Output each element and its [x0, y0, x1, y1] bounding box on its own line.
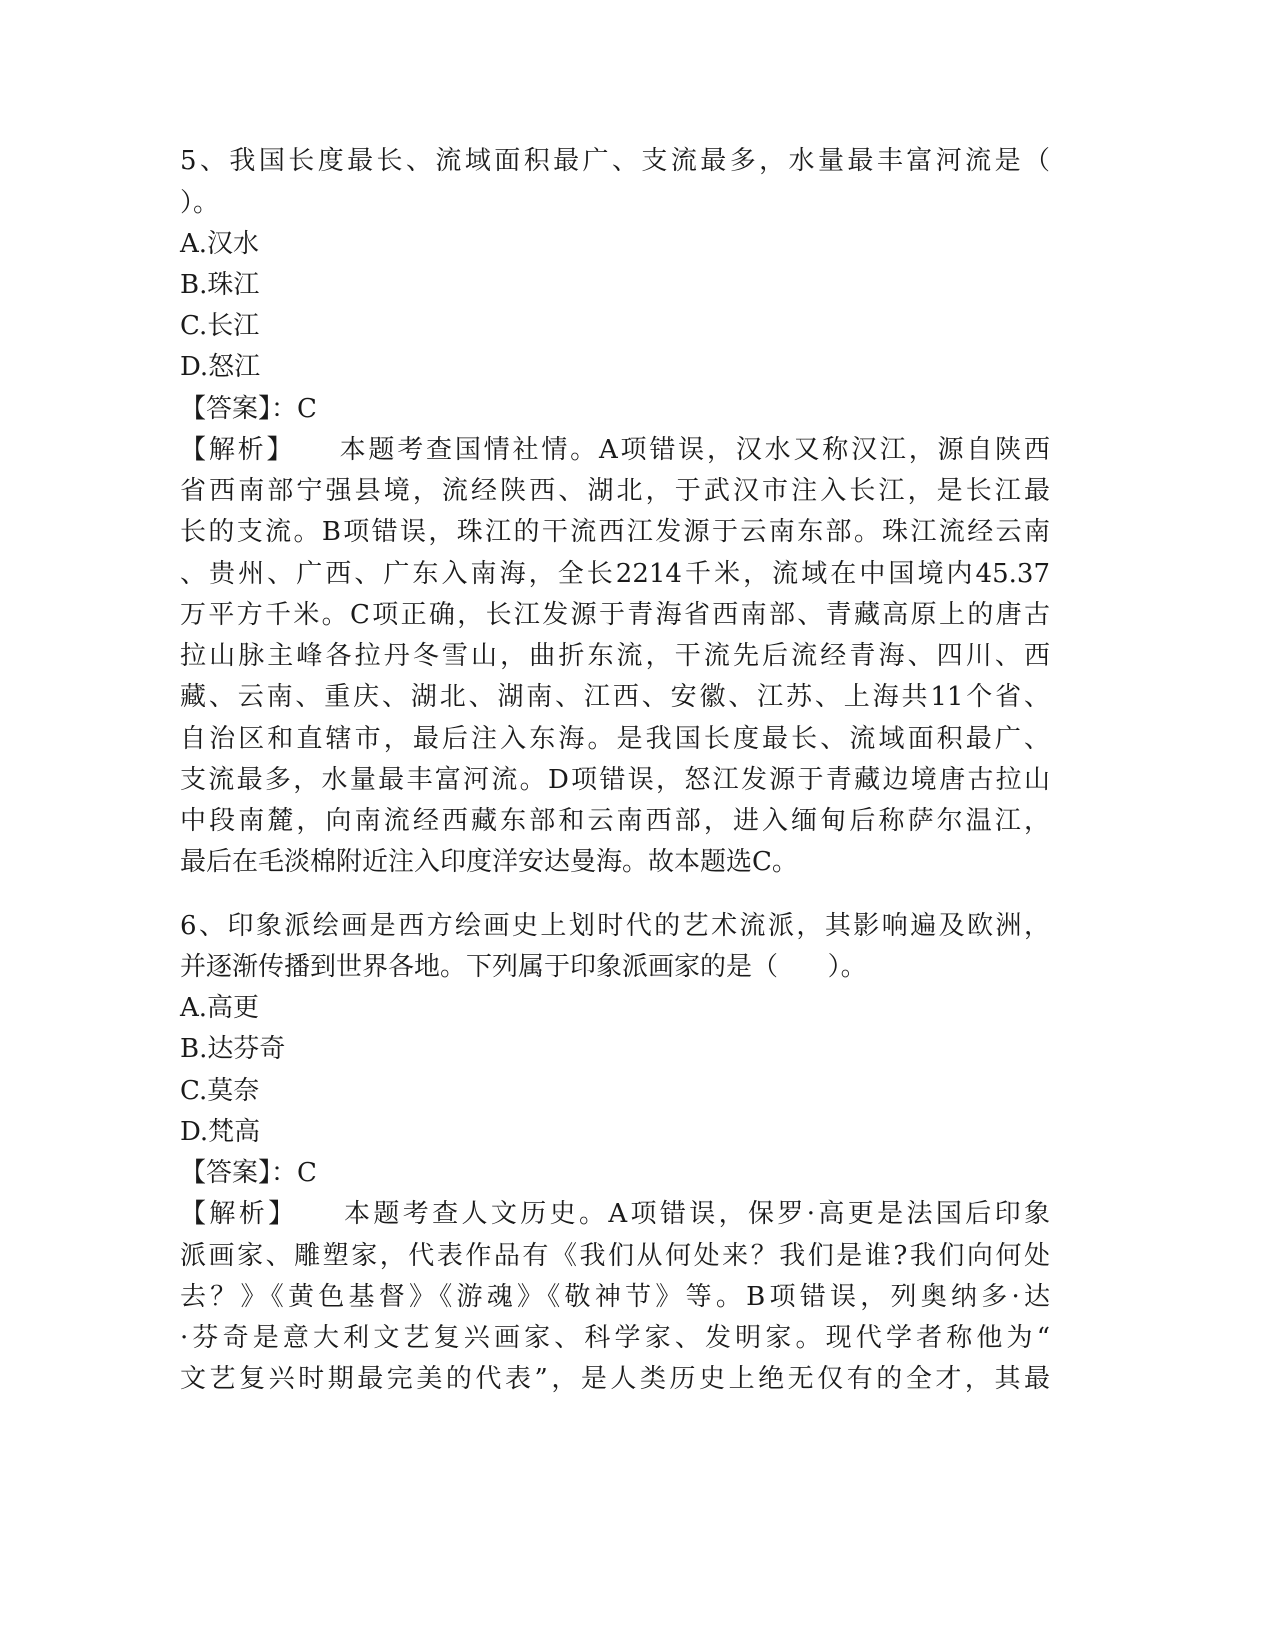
question-5-option-d: D.怒江 — [180, 352, 261, 382]
question-5-analysis-line: 支流最多，水量最丰富河流。D项错误，怒江发源于青藏边境唐古拉山 — [180, 765, 1050, 795]
question-5-analysis-line: 自治区和直辖市，最后注入东海。是我国长度最长、流域面积最广、 — [180, 724, 1050, 754]
question-5-analysis-line: 【解析】 本题考查国情社情。A项错误，汉水又称汉江，源自陕西 — [180, 435, 1050, 465]
question-6-stem-line-2: 并逐渐传播到世界各地。下列属于印象派画家的是（ ）。 — [180, 952, 867, 982]
question-6-option-c: C.莫奈 — [180, 1076, 260, 1106]
question-6-stem-line-1: 6、印象派绘画是西方绘画史上划时代的艺术流派，其影响遍及欧洲， — [180, 911, 1050, 941]
question-5-stem-line-2: ）。 — [180, 188, 220, 218]
question-6-analysis-line: 派画家、雕塑家，代表作品有《我们从何处来？我们是谁?我们向何处 — [180, 1241, 1050, 1271]
question-5-stem-line-1: 5、我国长度最长、流域面积最广、支流最多，水量最丰富河流是（ — [180, 146, 1050, 176]
question-6-answer: 【答案】：C — [180, 1158, 317, 1188]
question-6-analysis-line: 文艺复兴时期最完美的代表”，是人类历史上绝无仅有的全才，其最 — [180, 1364, 1050, 1394]
question-5-analysis-line: 长的支流。B项错误，珠江的干流西江发源于云南东部。珠江流经云南 — [180, 517, 1050, 547]
question-6-analysis-line: 去？》《黄色基督》《游魂》《敬神节》等。B项错误，列奥纳多·达 — [180, 1282, 1050, 1312]
question-5-analysis-line: 藏、云南、重庆、湖北、湖南、江西、安徽、江苏、上海共11个省、 — [180, 682, 1050, 712]
question-5-option-c: C.长江 — [180, 311, 260, 341]
question-6-analysis-line: ·芬奇是意大利文艺复兴画家、科学家、发明家。现代学者称他为“ — [180, 1323, 1050, 1353]
question-6-option-b: B.达芬奇 — [180, 1034, 286, 1064]
question-5-option-b: B.珠江 — [180, 270, 260, 300]
question-6-option-a: A.高更 — [180, 993, 260, 1023]
question-5-option-a: A.汉水 — [180, 229, 260, 259]
question-6-option-d: D.梵高 — [180, 1117, 261, 1147]
question-5-analysis-line: 万平方千米。C项正确，长江发源于青海省西南部、青藏高原上的唐古 — [180, 600, 1050, 630]
question-5-analysis-line: 、贵州、广西、广东入南海，全长2214千米，流域在中国境内45.37 — [180, 559, 1050, 589]
question-5-analysis-line: 最后在毛淡棉附近注入印度洋安达曼海。故本题选C。 — [180, 847, 798, 877]
question-5-analysis-line: 拉山脉主峰各拉丹冬雪山，曲折东流，干流先后流经青海、四川、西 — [180, 641, 1050, 671]
question-5-analysis-line: 省西南部宁强县境，流经陕西、湖北，于武汉市注入长江，是长江最 — [180, 476, 1050, 506]
question-6-analysis-line: 【解析】 本题考查人文历史。A项错误，保罗·高更是法国后印象 — [180, 1199, 1050, 1229]
question-5-analysis-line: 中段南麓，向南流经西藏东部和云南西部，进入缅甸后称萨尔温江， — [180, 806, 1050, 836]
question-5-answer: 【答案】：C — [180, 394, 317, 424]
